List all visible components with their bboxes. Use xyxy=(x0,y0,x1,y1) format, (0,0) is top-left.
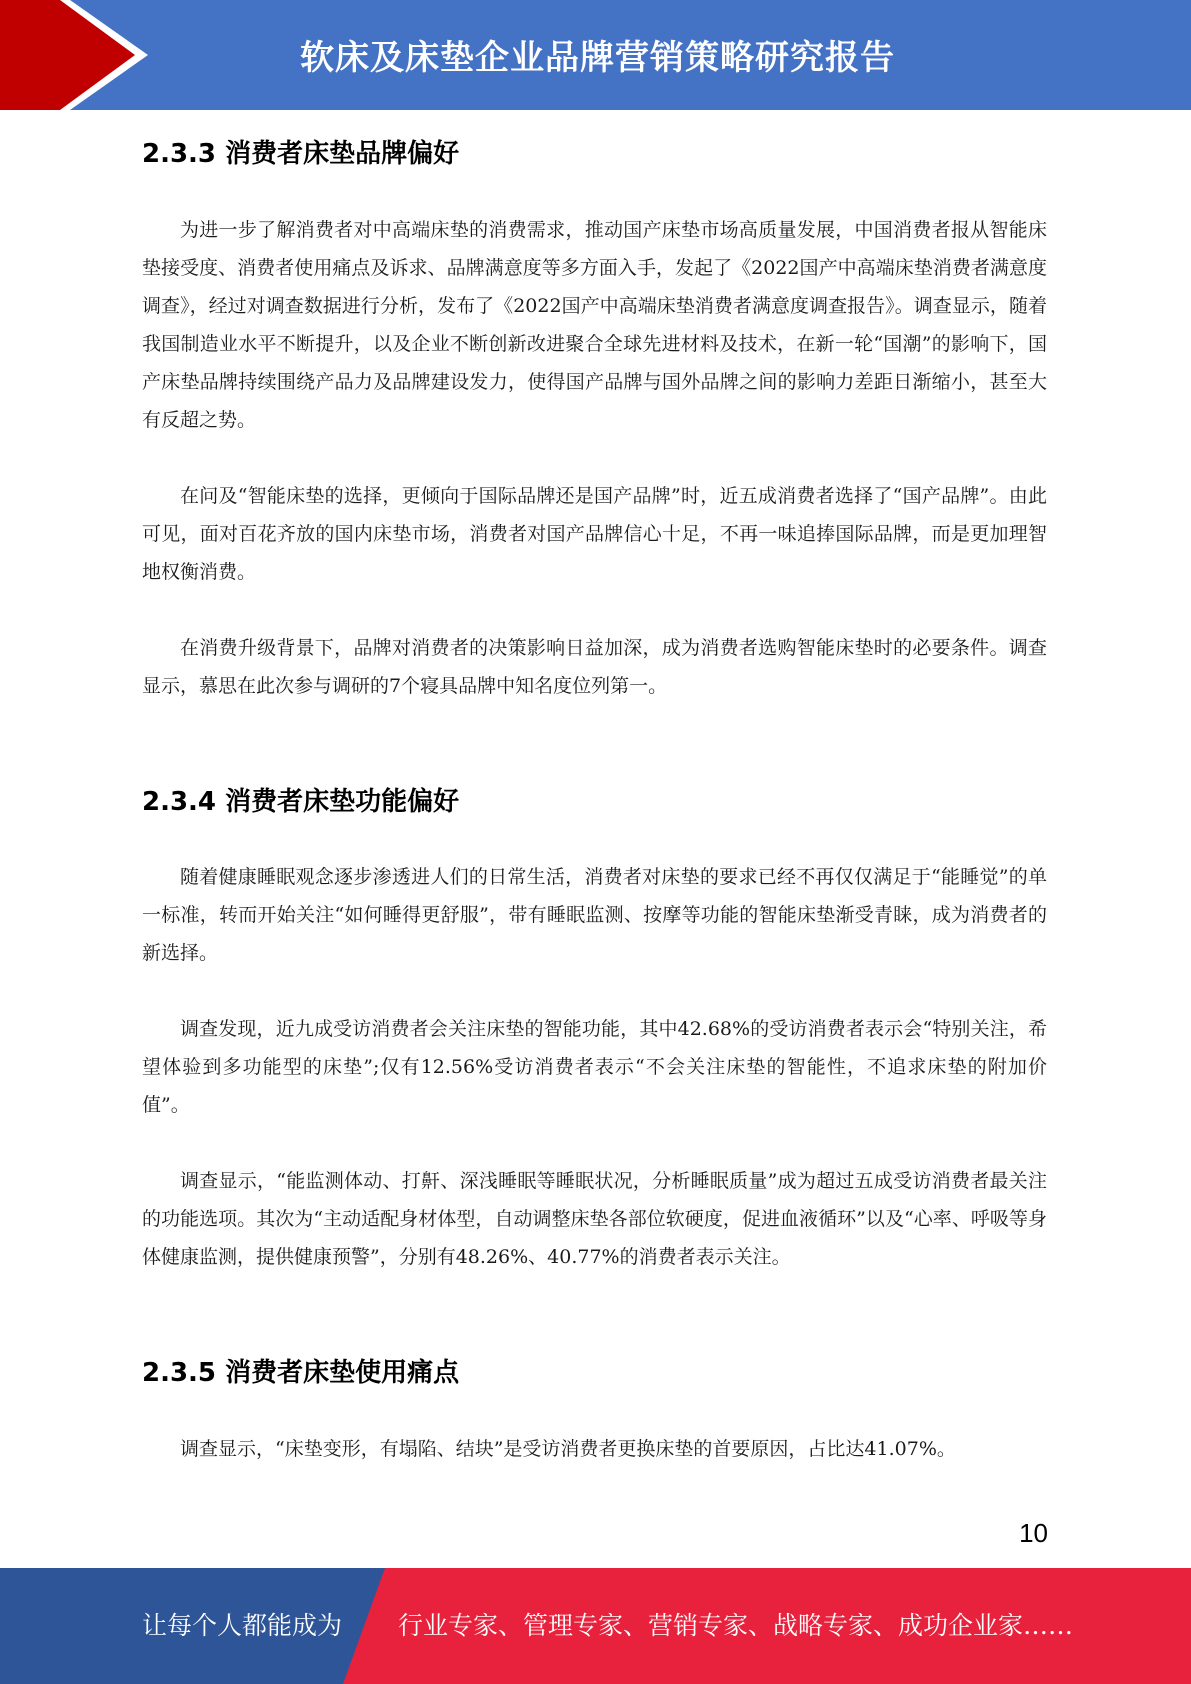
footer-banner xyxy=(0,1568,1191,1684)
report-title: 软床及床垫企业品牌营销策略研究报告 xyxy=(300,38,895,78)
paragraph: 调查显示，“能监测体动、打鼾、深浅睡眠等睡眠状况，分析睡眠质量”成为超过五成受访消费者最关注的功能选项。其次为“主动适配身材体型，自动调整床垫各部位软硬度，促进血液循环”以及“心率、呼吸等身体健康监测，提供健康预警”，分别有48.26%、40.77%的消费者表示关注。 xyxy=(142,1170,1047,1268)
section-heading-pain-points: 2.3.5 消费者床垫使用痛点 xyxy=(142,1358,460,1388)
report-header xyxy=(0,0,1191,110)
paragraph: 调查发现，近九成受访消费者会关注床垫的智能功能，其中42.68%的受访消费者表示会“特别关注，希望体验到多功能型的床垫”;仅有12.56%受访消费者表示“不会关注床垫的智能性，不追求床垫的附加价值”。 xyxy=(142,1018,1047,1116)
section-heading-function-preference: 2.3.4 消费者床垫功能偏好 xyxy=(142,787,460,817)
paragraph: 为进一步了解消费者对中高端床垫的消费需求，推动国产床垫市场高质量发展，中国消费者报从智能床垫接受度、消费者使用痛点及诉求、品牌满意度等多方面入手，发起了《2022国产中高端床垫消费者满意度调查》，经过对调查数据进行分析，发布了《2022国产中高端床垫消费者满意度调查报告》。调查显示，随着我国制造业水平不断提升，以及企业不断创新改进聚合全球先进材料及技术，在新一轮“国潮”的影响下，国产床垫品牌持续围绕产品力及品牌建设发力，使得国产品牌与国外品牌之间的影响力差距日渐缩小，甚至大有反超之势。 xyxy=(142,219,1047,431)
paragraph: 在问及“智能床垫的选择，更倾向于国际品牌还是国产品牌”时，近五成消费者选择了“国产品牌”。由此可见，面对百花齐放的国内床垫市场，消费者对国产品牌信心十足，不再一味追捧国际品牌，而是更加理智地权衡消费。 xyxy=(142,485,1047,583)
paragraph: 在消费升级背景下，品牌对消费者的决策影响日益加深，成为消费者选购智能床垫时的必要条件。调查显示，慕思在此次参与调研的7个寝具品牌中知名度位列第一。 xyxy=(142,637,1047,697)
footer-slogan-left: 让每个人都能成为 xyxy=(142,1611,343,1640)
paragraph: 调查显示，“床垫变形，有塌陷、结块”是受访消费者更换床垫的首要原因，占比达41.07%。 xyxy=(180,1438,956,1460)
footer-slogan-right: 行业专家、管理专家、营销专家、战略专家、成功企业家…… xyxy=(398,1611,1074,1640)
paragraph: 随着健康睡眠观念逐步渗透进人们的日常生活，消费者对床垫的要求已经不再仅仅满足于“能睡觉”的单一标准，转而开始关注“如何睡得更舒服”，带有睡眠监测、按摩等功能的智能床垫渐受青睐，成为消费者的新选择。 xyxy=(142,866,1047,964)
page-number: 10 xyxy=(1019,1518,1048,1548)
section-heading-brand-preference: 2.3.3 消费者床垫品牌偏好 xyxy=(142,139,460,169)
